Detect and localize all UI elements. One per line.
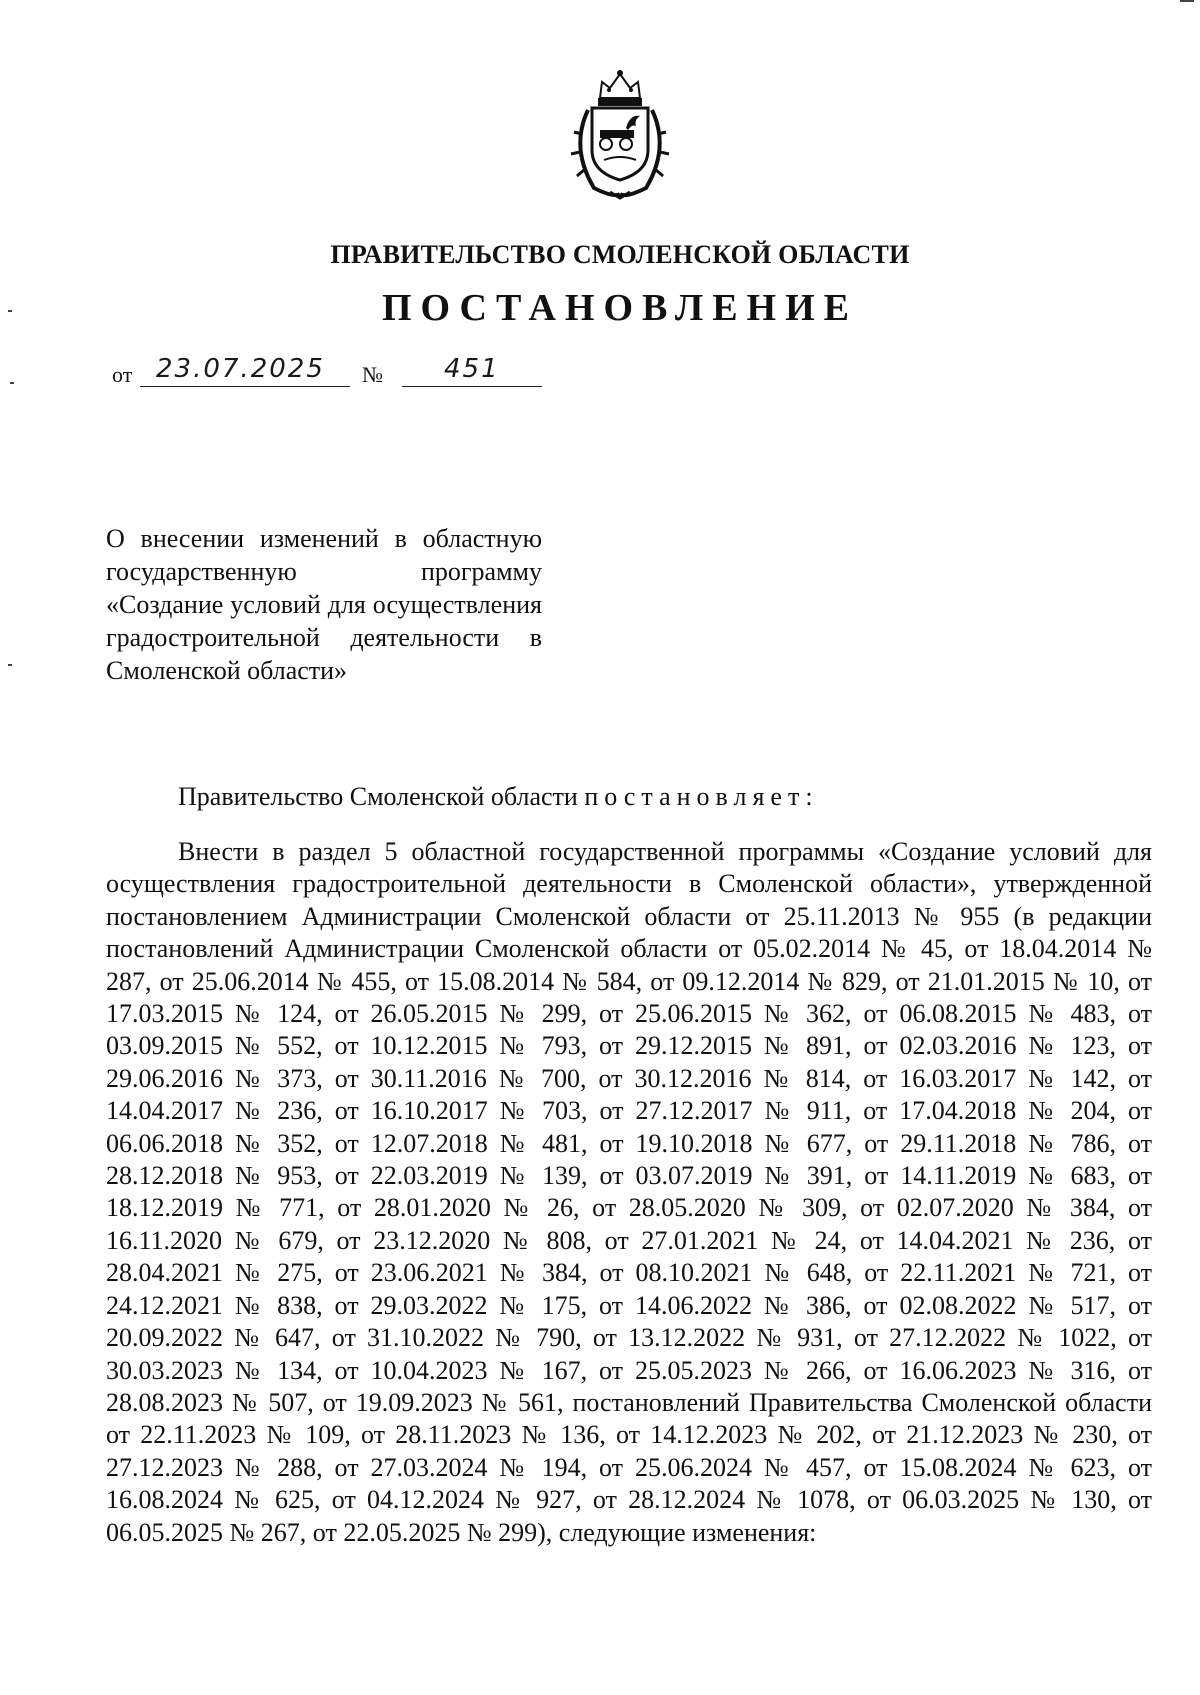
scan-mark xyxy=(10,382,14,384)
document-subject: О внесении изменений в областную государственную программу «Создание условий для осуществления градостроительной деятельности в Смоленской области» xyxy=(106,524,542,685)
coat-of-arms-icon xyxy=(564,68,676,200)
number-label: № xyxy=(362,362,383,387)
resolution-subject: Правительство Смоленской области xyxy=(178,782,578,811)
scan-mark xyxy=(8,664,12,666)
document-number: 451 xyxy=(402,354,542,387)
scan-mark xyxy=(8,310,12,312)
body-paragraph: Внести в раздел 5 областной государственной программы «Создание условий для осуществления градостроительной деятельности в Смоленской области», утвержденной постановлением Администрации Смоленской области от 25.11.2013 № 955 (в редакции постановлений Администрации Смоленской области от 05.02.2014 № 45, от 18.04.2014 № 287, от 25.06.2014 № 455, от 15.08.2014 № 584, от 09.12.2014 № 829, от 21.01.2015 № 10, от 17.03.2015 № 124, от 26.05.2015 № 299, от 25.06.2015 № 362, от 06.08.2015 № 483, от 03.09.2015 № 552, от 10.12.2015 № 793, от 29.12.2015 № 891, от 02.03.2016 № 123, от 29.06.2016 № 373, от 30.11.2016 № 700, от 30.12.2016 № 814, от 16.03.2017 № 142, от 14.04.2017 № 236, от 16.10.2017 № 703, от 27.12.2017 № 911, от 17.04.2018 № 204, от 06.06.2018 № 352, от 12.07.2018 № 481, от 19.10.2018 № 677, от 29.11.2018 № 786, от 28.12.2018 № 953, от 22.03.2019 № 139, от 03.07.2019 № 391, от 14.11.2019 № 683, от 18.12.2019 № 771, от 28.01.2020 № 26, от 28.05.2020 № 309, от 02.07.2020 № 384, от 16.11.2020 № 679, от 23.12.2020 № 808, от 27.01.2021 № 24, от 14.04.2021 № 236, от 28.04.2021 № 275, от 23.06.2021 № 384, от 08.10.2021 № 648, от 22.11.2021 № 721, от 24.12.2021 № 838, от 29.03.2022 № 175, от 14.06.2022 № 386, от 02.08.2022 № 517, от 20.09.2022 № 647, от 31.10.2022 № 790, от 13.12.2022 № 931, от 27.12.2022 № 1022, от 30.03.2023 № 134, от 10.04.2023 № 167, от 25.05.2023 № 266, от 16.06.2023 № 316, от 28.08.2023 № 507, от 19.09.2023 № 561, постановлений Правительства Смоленской области от 22.11.2023 № 109, от 28.11.2023 № 136, от 14.12.2023 № 202, от 21.12.2023 № 230, от 27.12.2023 № 288, от 27.03.2024 № 194, от 25.06.2024 № 457, от 15.08.2024 № 623, от 16.08.2024 № 625, от 04.12.2024 № 927, от 28.12.2024 № 1078, от 06.03.2025 № 130, от 06.05.2025 № 267, от 22.05.2025 № 299), следующие изменения: xyxy=(106,837,1152,1547)
resolution-line xyxy=(178,782,819,812)
date-prefix: от xyxy=(112,362,133,387)
scan-mark xyxy=(1180,0,1194,2)
date-number-line xyxy=(112,354,552,394)
document-date: 23.07.2025 xyxy=(140,354,350,387)
document-type: ПОСТАНОВЛЕНИЕ xyxy=(381,287,859,329)
organization-name: ПРАВИТЕЛЬСТВО СМОЛЕНСКОЙ ОБЛАСТИ xyxy=(330,240,910,269)
resolution-verb: постановляет: xyxy=(584,782,819,811)
